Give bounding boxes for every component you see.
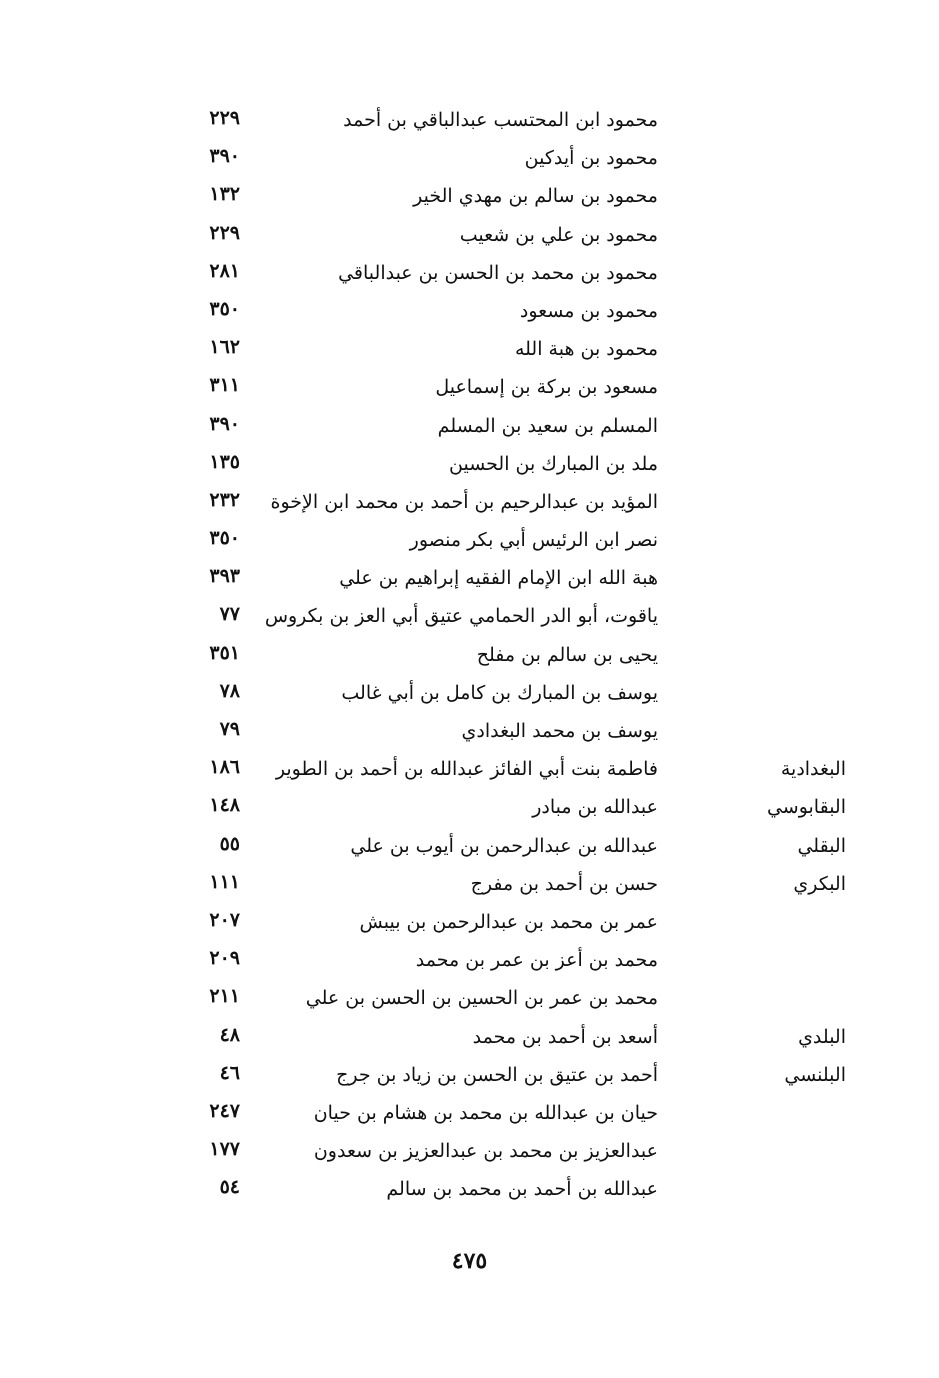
entry-name: المسلم بن سعيد بن المسلم	[437, 414, 658, 437]
entry-name: فاطمة بنت أبي الفائز عبدالله بن أحمد بن الطوير	[275, 758, 658, 781]
page-number: ٤٧٥	[451, 1248, 488, 1274]
index-entry	[0, 1132, 939, 1170]
index-entry	[0, 330, 939, 368]
entry-name: محمود ابن المحتسب عبدالباقي بن أحمد	[343, 109, 658, 131]
index-entry	[0, 979, 939, 1017]
entry-name: يوسف بن محمد البغدادي	[461, 720, 658, 742]
entry-name: محمد بن عمر بن الحسين بن الحسن بن علي	[305, 987, 658, 1010]
entry-page-number: ٣٥٠	[209, 297, 240, 320]
entry-page-number: ٤٦	[219, 1061, 240, 1084]
entry-name: محمود بن محمد بن الحسن بن عبدالباقي	[338, 261, 658, 284]
entry-name: حسن بن أحمد بن مفرج	[470, 872, 658, 895]
entry-name: نصر ابن الرئيس أبي بكر منصور	[409, 529, 658, 552]
entry-page-number: ٢٠٩	[209, 947, 240, 970]
entry-page-number: ١١١	[209, 870, 240, 893]
entry-page-number: ٤٨	[219, 1023, 240, 1046]
entry-name: ياقوت، أبو الدر الحمامي عتيق أبي العز بن بكروس	[264, 605, 658, 628]
index-entry	[0, 483, 939, 521]
entry-page-number: ١٤٨	[209, 794, 240, 817]
entry-page-number: ١٧٧	[209, 1138, 240, 1161]
index-entry	[0, 597, 939, 635]
index-entries	[0, 101, 939, 1208]
entry-page-number: ٣١١	[209, 374, 240, 397]
index-entry	[0, 674, 939, 712]
index-entry	[0, 445, 939, 483]
index-entry	[0, 101, 939, 139]
entry-page-number: ١٣٢	[209, 183, 240, 206]
entry-page-number: ١٦٢	[209, 336, 240, 359]
index-entry	[0, 139, 939, 177]
entry-nisba: البكري	[793, 872, 846, 895]
entry-name: محمد بن أعز بن عمر بن محمد	[415, 949, 658, 972]
entry-page-number: ٢٣٢	[209, 488, 240, 511]
entry-name: ملد بن المبارك بن الحسين	[449, 452, 658, 475]
index-entry	[0, 216, 939, 254]
entry-page-number: ١٨٦	[209, 756, 240, 779]
entry-nisba: البلدي	[798, 1025, 846, 1048]
entry-page-number: ٧٨	[219, 679, 240, 702]
index-entry	[0, 788, 939, 826]
entry-nisba: البلنسي	[784, 1063, 846, 1086]
index-entry	[0, 1170, 939, 1208]
entry-page-number: ١٣٥	[209, 450, 240, 473]
index-entry	[0, 368, 939, 406]
entry-name: محمود بن هبة الله	[514, 338, 658, 361]
index-entry	[0, 521, 939, 559]
index-entry	[0, 1018, 939, 1056]
entry-page-number: ٥٤	[219, 1176, 240, 1199]
entry-page-number: ٢٠٧	[209, 908, 240, 931]
entry-name: مسعود بن بركة بن إسماعيل	[435, 376, 658, 399]
index-entry	[0, 750, 939, 788]
entry-name: عمر بن محمد بن عبدالرحمن بن بيبش	[359, 910, 658, 933]
index-entry	[0, 559, 939, 597]
index-entry	[0, 254, 939, 292]
entry-page-number: ٧٧	[219, 603, 240, 626]
entry-page-number: ٣٥٠	[209, 527, 240, 550]
entry-page-number: ٧٩	[219, 718, 240, 740]
entry-page-number: ٢٨١	[209, 259, 240, 282]
entry-page-number: ٢٢٩	[209, 221, 240, 244]
index-entry	[0, 827, 939, 865]
entry-page-number: ٣٩٠	[209, 412, 240, 435]
index-entry	[0, 712, 939, 750]
index-entry	[0, 1056, 939, 1094]
entry-name: عبدالله بن عبدالرحمن بن أيوب بن علي	[350, 834, 658, 857]
entry-nisba: البقلي	[797, 834, 846, 857]
entry-page-number: ٥٥	[219, 832, 240, 855]
entry-name: محمود بن مسعود	[519, 299, 658, 322]
entry-name: أسعد بن أحمد بن محمد	[472, 1025, 658, 1048]
entry-name: محمود بن علي بن شعيب	[459, 223, 658, 246]
entry-name: عبدالله بن أحمد بن محمد بن سالم	[386, 1178, 658, 1201]
entry-name: أحمد بن عتيق بن الحسن بن زياد بن جرج	[336, 1063, 658, 1086]
entry-name: هبة الله ابن الإمام الفقيه إبراهيم بن علي	[339, 567, 658, 590]
index-entry	[0, 1094, 939, 1132]
entry-page-number: ٢١١	[209, 985, 240, 1008]
index-entry	[0, 177, 939, 215]
entry-name: عبدالعزيز بن محمد بن عبدالعزيز بن سعدون	[313, 1140, 658, 1163]
entry-name: يوسف بن المبارك بن كامل بن أبي غالب	[341, 681, 658, 704]
index-entry	[0, 903, 939, 941]
entry-page-number: ٢٢٩	[209, 107, 240, 129]
entry-name: محمود بن سالم بن مهدي الخير	[413, 185, 658, 208]
entry-name: يحيى بن سالم بن مفلح	[476, 643, 658, 666]
index-entry	[0, 865, 939, 903]
index-entry	[0, 292, 939, 330]
entry-name: حيان بن عبدالله بن محمد بن هشام بن حيان	[313, 1101, 658, 1124]
entry-page-number: ٢٤٧	[209, 1099, 240, 1122]
entry-page-number: ٣٩٣	[209, 565, 240, 588]
entry-page-number: ٣٥١	[209, 641, 240, 664]
index-entry	[0, 407, 939, 445]
entry-name: المؤيد بن عبدالرحيم بن أحمد بن محمد ابن الإخوة	[270, 490, 658, 513]
entry-page-number: ٣٩٠	[209, 145, 240, 168]
index-entry	[0, 636, 939, 674]
entry-name: عبدالله بن مبادر	[532, 796, 658, 819]
entry-name: محمود بن أيدكين	[524, 147, 658, 170]
entry-nisba: البغدادية	[780, 758, 846, 781]
entry-nisba: البقابوسي	[766, 796, 846, 819]
index-entry	[0, 941, 939, 979]
